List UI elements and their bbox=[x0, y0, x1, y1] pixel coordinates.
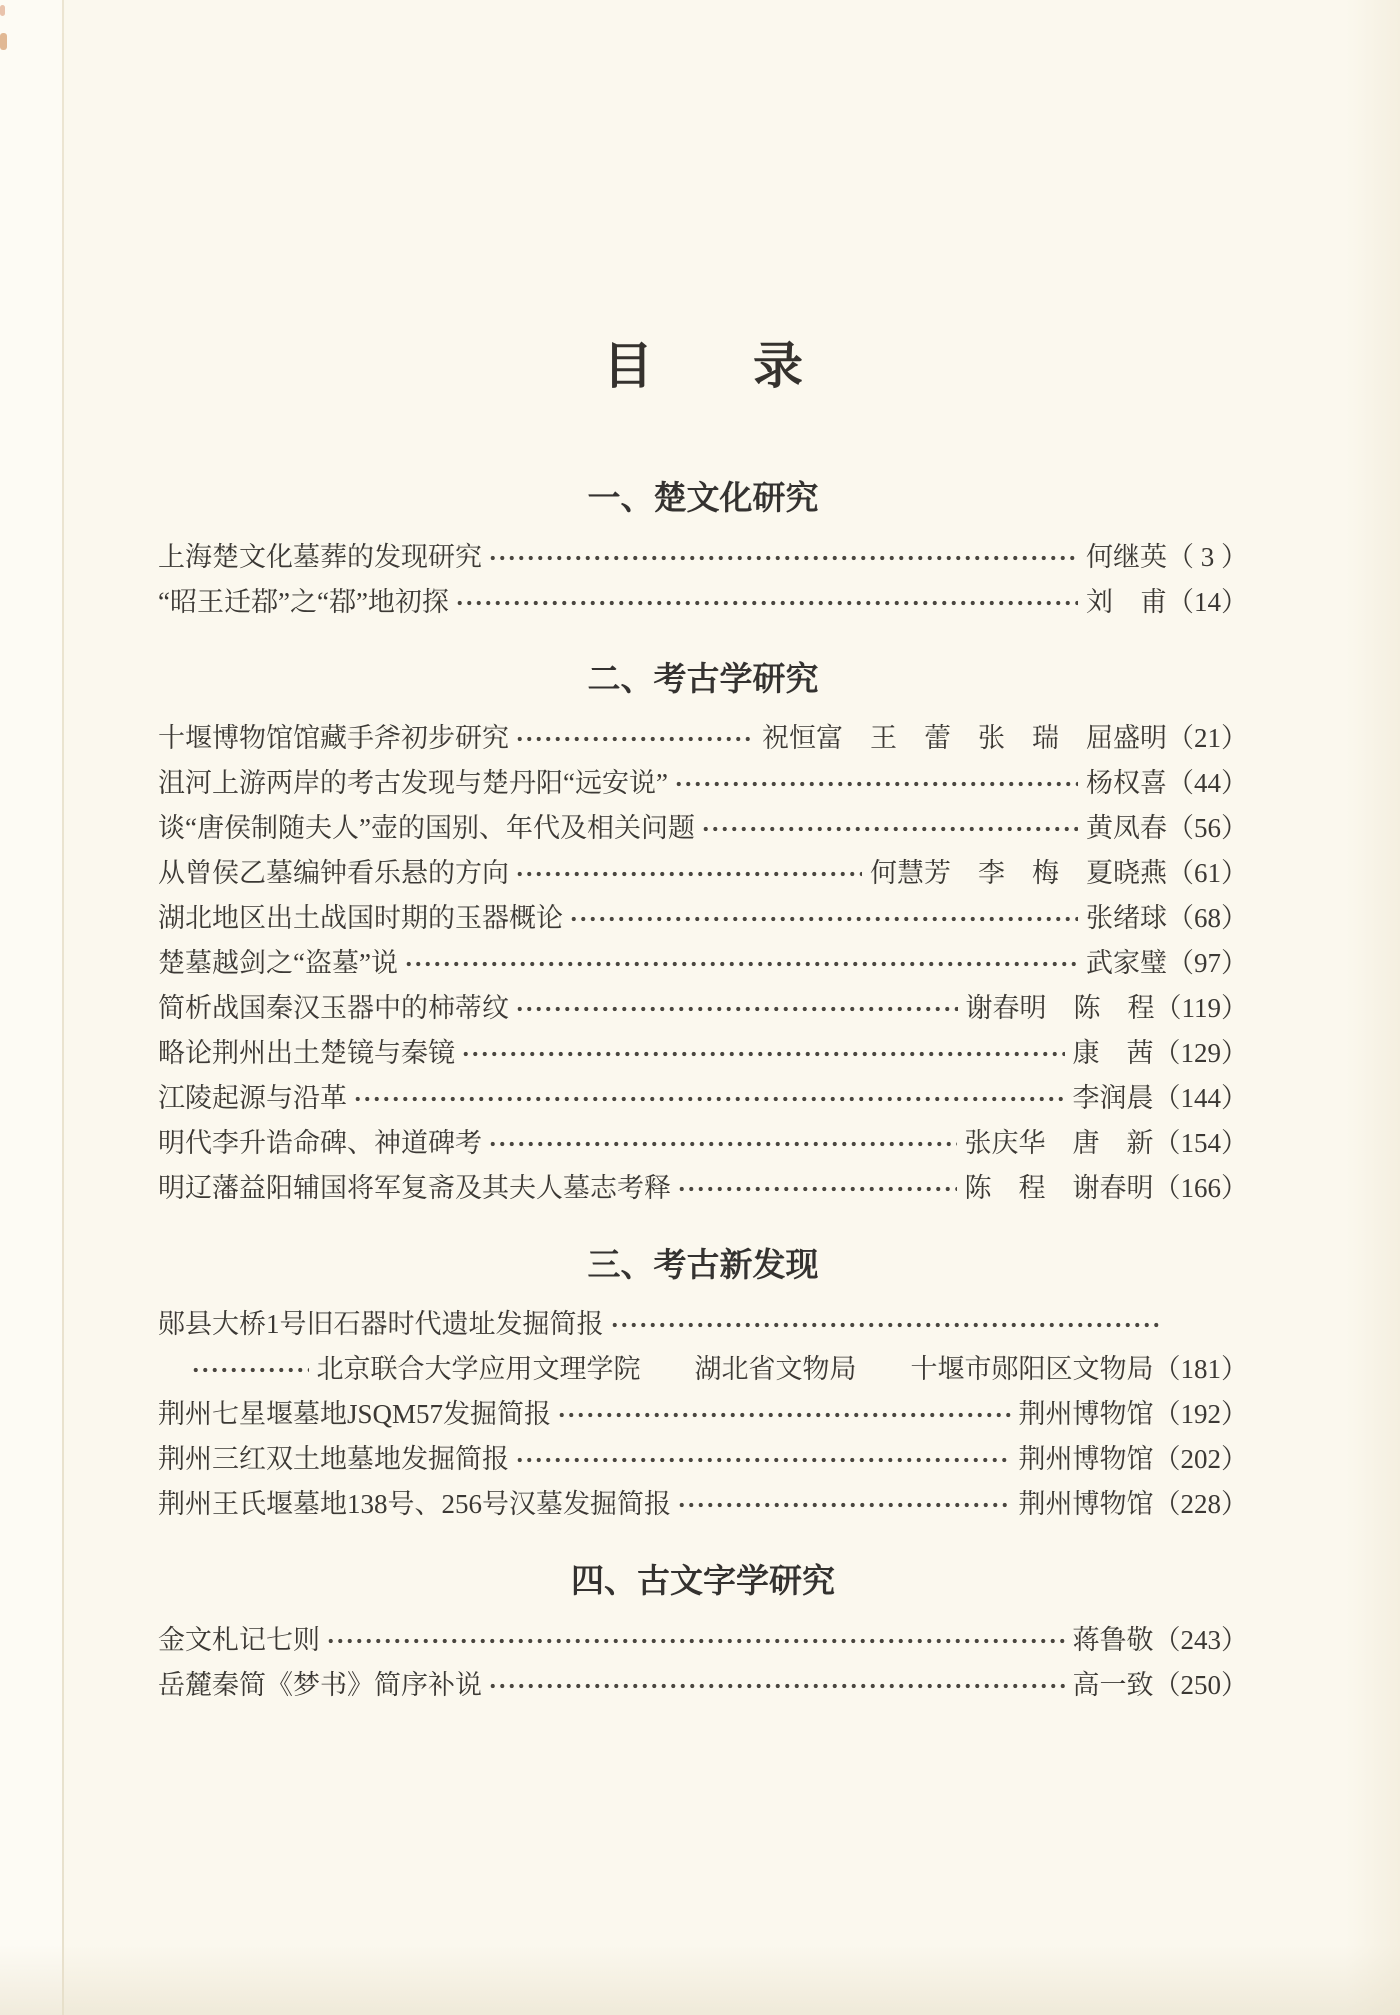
page-title: 目 录 bbox=[603, 338, 803, 394]
dot-leader bbox=[677, 1166, 957, 1211]
entry-author: 张绪球 bbox=[1086, 903, 1167, 933]
section-heading: 四、古文字学研究 bbox=[571, 1562, 835, 1599]
toc-entry bbox=[158, 1482, 1248, 1527]
dot-leader bbox=[515, 716, 754, 761]
entry-page: （228） bbox=[1153, 1489, 1248, 1519]
entry-author: 陈 程 谢春明 bbox=[964, 1173, 1154, 1203]
entry-title: 十堰博物馆馆藏手斧初步研究 bbox=[158, 723, 509, 753]
dot-leader bbox=[191, 1347, 309, 1392]
dot-leader bbox=[488, 535, 1078, 580]
entry-page: （181） bbox=[1153, 1354, 1248, 1384]
entry-author: 张庆华 唐 新 bbox=[964, 1128, 1154, 1158]
entry-author: 黄凤春 bbox=[1086, 813, 1167, 843]
toc-sections bbox=[158, 481, 1248, 1708]
dot-leader bbox=[610, 1302, 1163, 1347]
dot-leader bbox=[674, 761, 1078, 806]
entry-page: （61） bbox=[1167, 858, 1248, 888]
toc-entry bbox=[158, 896, 1248, 941]
toc-entry bbox=[158, 580, 1248, 625]
section-heading: 一、楚文化研究 bbox=[587, 479, 819, 516]
section-heading: 二、考古学研究 bbox=[587, 660, 819, 697]
scan-edge-artifact bbox=[0, 33, 7, 50]
dot-leader bbox=[488, 1663, 1065, 1708]
toc-entry bbox=[158, 761, 1248, 806]
entry-author: 武家璧 bbox=[1086, 948, 1167, 978]
dot-leader bbox=[515, 1437, 1011, 1482]
dot-leader bbox=[461, 1031, 1065, 1076]
toc-entry bbox=[158, 1166, 1248, 1211]
dot-leader bbox=[353, 1076, 1065, 1121]
entry-page: （14） bbox=[1167, 587, 1248, 617]
entry-page: （243） bbox=[1153, 1625, 1248, 1655]
toc-entry bbox=[158, 1392, 1248, 1437]
entry-page: （166） bbox=[1153, 1173, 1248, 1203]
dot-leader bbox=[515, 851, 862, 896]
entry-author: 杨权喜 bbox=[1086, 768, 1167, 798]
entry-author: 高一致 bbox=[1072, 1670, 1154, 1700]
dot-leader bbox=[515, 986, 958, 1031]
entry-author: 荆州博物馆 bbox=[1018, 1444, 1154, 1474]
entry-author: 康 茜 bbox=[1072, 1038, 1154, 1068]
entry-author: 荆州博物馆 bbox=[1018, 1399, 1154, 1429]
toc-entry bbox=[158, 806, 1248, 851]
toc-entry bbox=[158, 986, 1248, 1031]
bottom-edge-shading bbox=[0, 1945, 1400, 2015]
toc-entry bbox=[158, 716, 1248, 761]
entry-title: 明辽藩益阳辅国将军复斋及其夫人墓志考释 bbox=[158, 1173, 671, 1203]
entry-title: 金文札记七则 bbox=[158, 1625, 320, 1655]
entry-title: 从曾侯乙墓编钟看乐悬的方向 bbox=[158, 858, 509, 888]
toc-entry bbox=[158, 1076, 1248, 1121]
toc-entry bbox=[158, 1618, 1248, 1663]
entry-page: （202） bbox=[1153, 1444, 1248, 1474]
toc-entry bbox=[158, 1121, 1248, 1166]
toc-entry bbox=[158, 535, 1248, 580]
section-heading: 三、考古新发现 bbox=[587, 1246, 819, 1283]
entry-title: 郧县大桥1号旧石器时代遗址发掘简报 bbox=[158, 1309, 604, 1339]
page-margin-strip bbox=[0, 0, 62, 2015]
entry-page: （ 3 ） bbox=[1167, 542, 1248, 572]
entry-page: （250） bbox=[1153, 1670, 1248, 1700]
entry-title: 楚墓越剑之“盗墓”说 bbox=[158, 948, 398, 978]
dot-leader bbox=[326, 1618, 1065, 1663]
entry-page: （192） bbox=[1153, 1399, 1248, 1429]
entry-page: （129） bbox=[1153, 1038, 1248, 1068]
entry-page: （56） bbox=[1167, 813, 1248, 843]
toc-entry bbox=[158, 1031, 1248, 1076]
entry-title: 江陵起源与沿革 bbox=[158, 1083, 347, 1113]
toc-entry bbox=[158, 851, 1248, 896]
entry-author: 蒋鲁敬 bbox=[1072, 1625, 1154, 1655]
entry-page: （21） bbox=[1167, 723, 1248, 753]
entry-author: 何继英 bbox=[1086, 542, 1167, 572]
entry-title: 荆州王氏堰墓地138号、256号汉墓发掘简报 bbox=[158, 1489, 671, 1519]
toc-entry bbox=[158, 1302, 1248, 1347]
entry-page: （119） bbox=[1154, 993, 1248, 1023]
entry-title: 沮河上游两岸的考古发现与楚丹阳“远安说” bbox=[158, 768, 668, 798]
dot-leader bbox=[569, 896, 1078, 941]
entry-page: （97） bbox=[1167, 948, 1248, 978]
right-edge-shading bbox=[1345, 0, 1400, 2015]
entry-author: 北京联合大学应用文理学院 湖北省文物局 十堰市郧阳区文物局 bbox=[316, 1354, 1154, 1384]
entry-title: 谈“唐侯制随夫人”壶的国别、年代及相关问题 bbox=[158, 813, 695, 843]
entry-title: 荆州三红双土地墓地发掘简报 bbox=[158, 1444, 509, 1474]
entry-title: 湖北地区出土战国时期的玉器概论 bbox=[158, 903, 563, 933]
toc-entry-continuation bbox=[158, 1347, 1248, 1392]
entry-title: 简析战国秦汉玉器中的柿蒂纹 bbox=[158, 993, 509, 1023]
entry-author: 何慧芳 李 梅 夏晓燕 bbox=[870, 858, 1167, 888]
entry-author: 刘 甫 bbox=[1086, 587, 1167, 617]
entry-title: 上海楚文化墓葬的发现研究 bbox=[158, 542, 482, 572]
entry-author: 李润晨 bbox=[1072, 1083, 1154, 1113]
toc-entry bbox=[158, 1663, 1248, 1708]
page-crease-line bbox=[62, 0, 64, 2015]
dot-leader bbox=[455, 580, 1078, 625]
dot-leader bbox=[677, 1482, 1011, 1527]
scan-edge-artifact bbox=[0, 5, 5, 16]
entry-page: （68） bbox=[1167, 903, 1248, 933]
entry-title: 略论荆州出土楚镜与秦镜 bbox=[158, 1038, 455, 1068]
entry-author: 祝恒富 王 蕾 张 瑞 屈盛明 bbox=[762, 723, 1167, 753]
entry-page: （144） bbox=[1153, 1083, 1248, 1113]
dot-leader bbox=[557, 1392, 1010, 1437]
entry-page: （44） bbox=[1167, 768, 1248, 798]
entry-author: 荆州博物馆 bbox=[1018, 1489, 1154, 1519]
toc-entry bbox=[158, 1437, 1248, 1482]
entry-author: 谢春明 陈 程 bbox=[965, 993, 1155, 1023]
entry-title: 明代李升诰命碑、神道碑考 bbox=[158, 1128, 482, 1158]
toc-entry bbox=[158, 941, 1248, 986]
entry-title: “昭王迁鄀”之“鄀”地初探 bbox=[158, 587, 449, 617]
dot-leader bbox=[404, 941, 1078, 986]
entry-title: 岳麓秦简《梦书》简序补说 bbox=[158, 1670, 482, 1700]
entry-page: （154） bbox=[1153, 1128, 1248, 1158]
dot-leader bbox=[488, 1121, 957, 1166]
dot-leader bbox=[701, 806, 1078, 851]
toc-content bbox=[158, 338, 1248, 1708]
entry-title: 荆州七星堰墓地JSQM57发掘简报 bbox=[158, 1399, 552, 1429]
